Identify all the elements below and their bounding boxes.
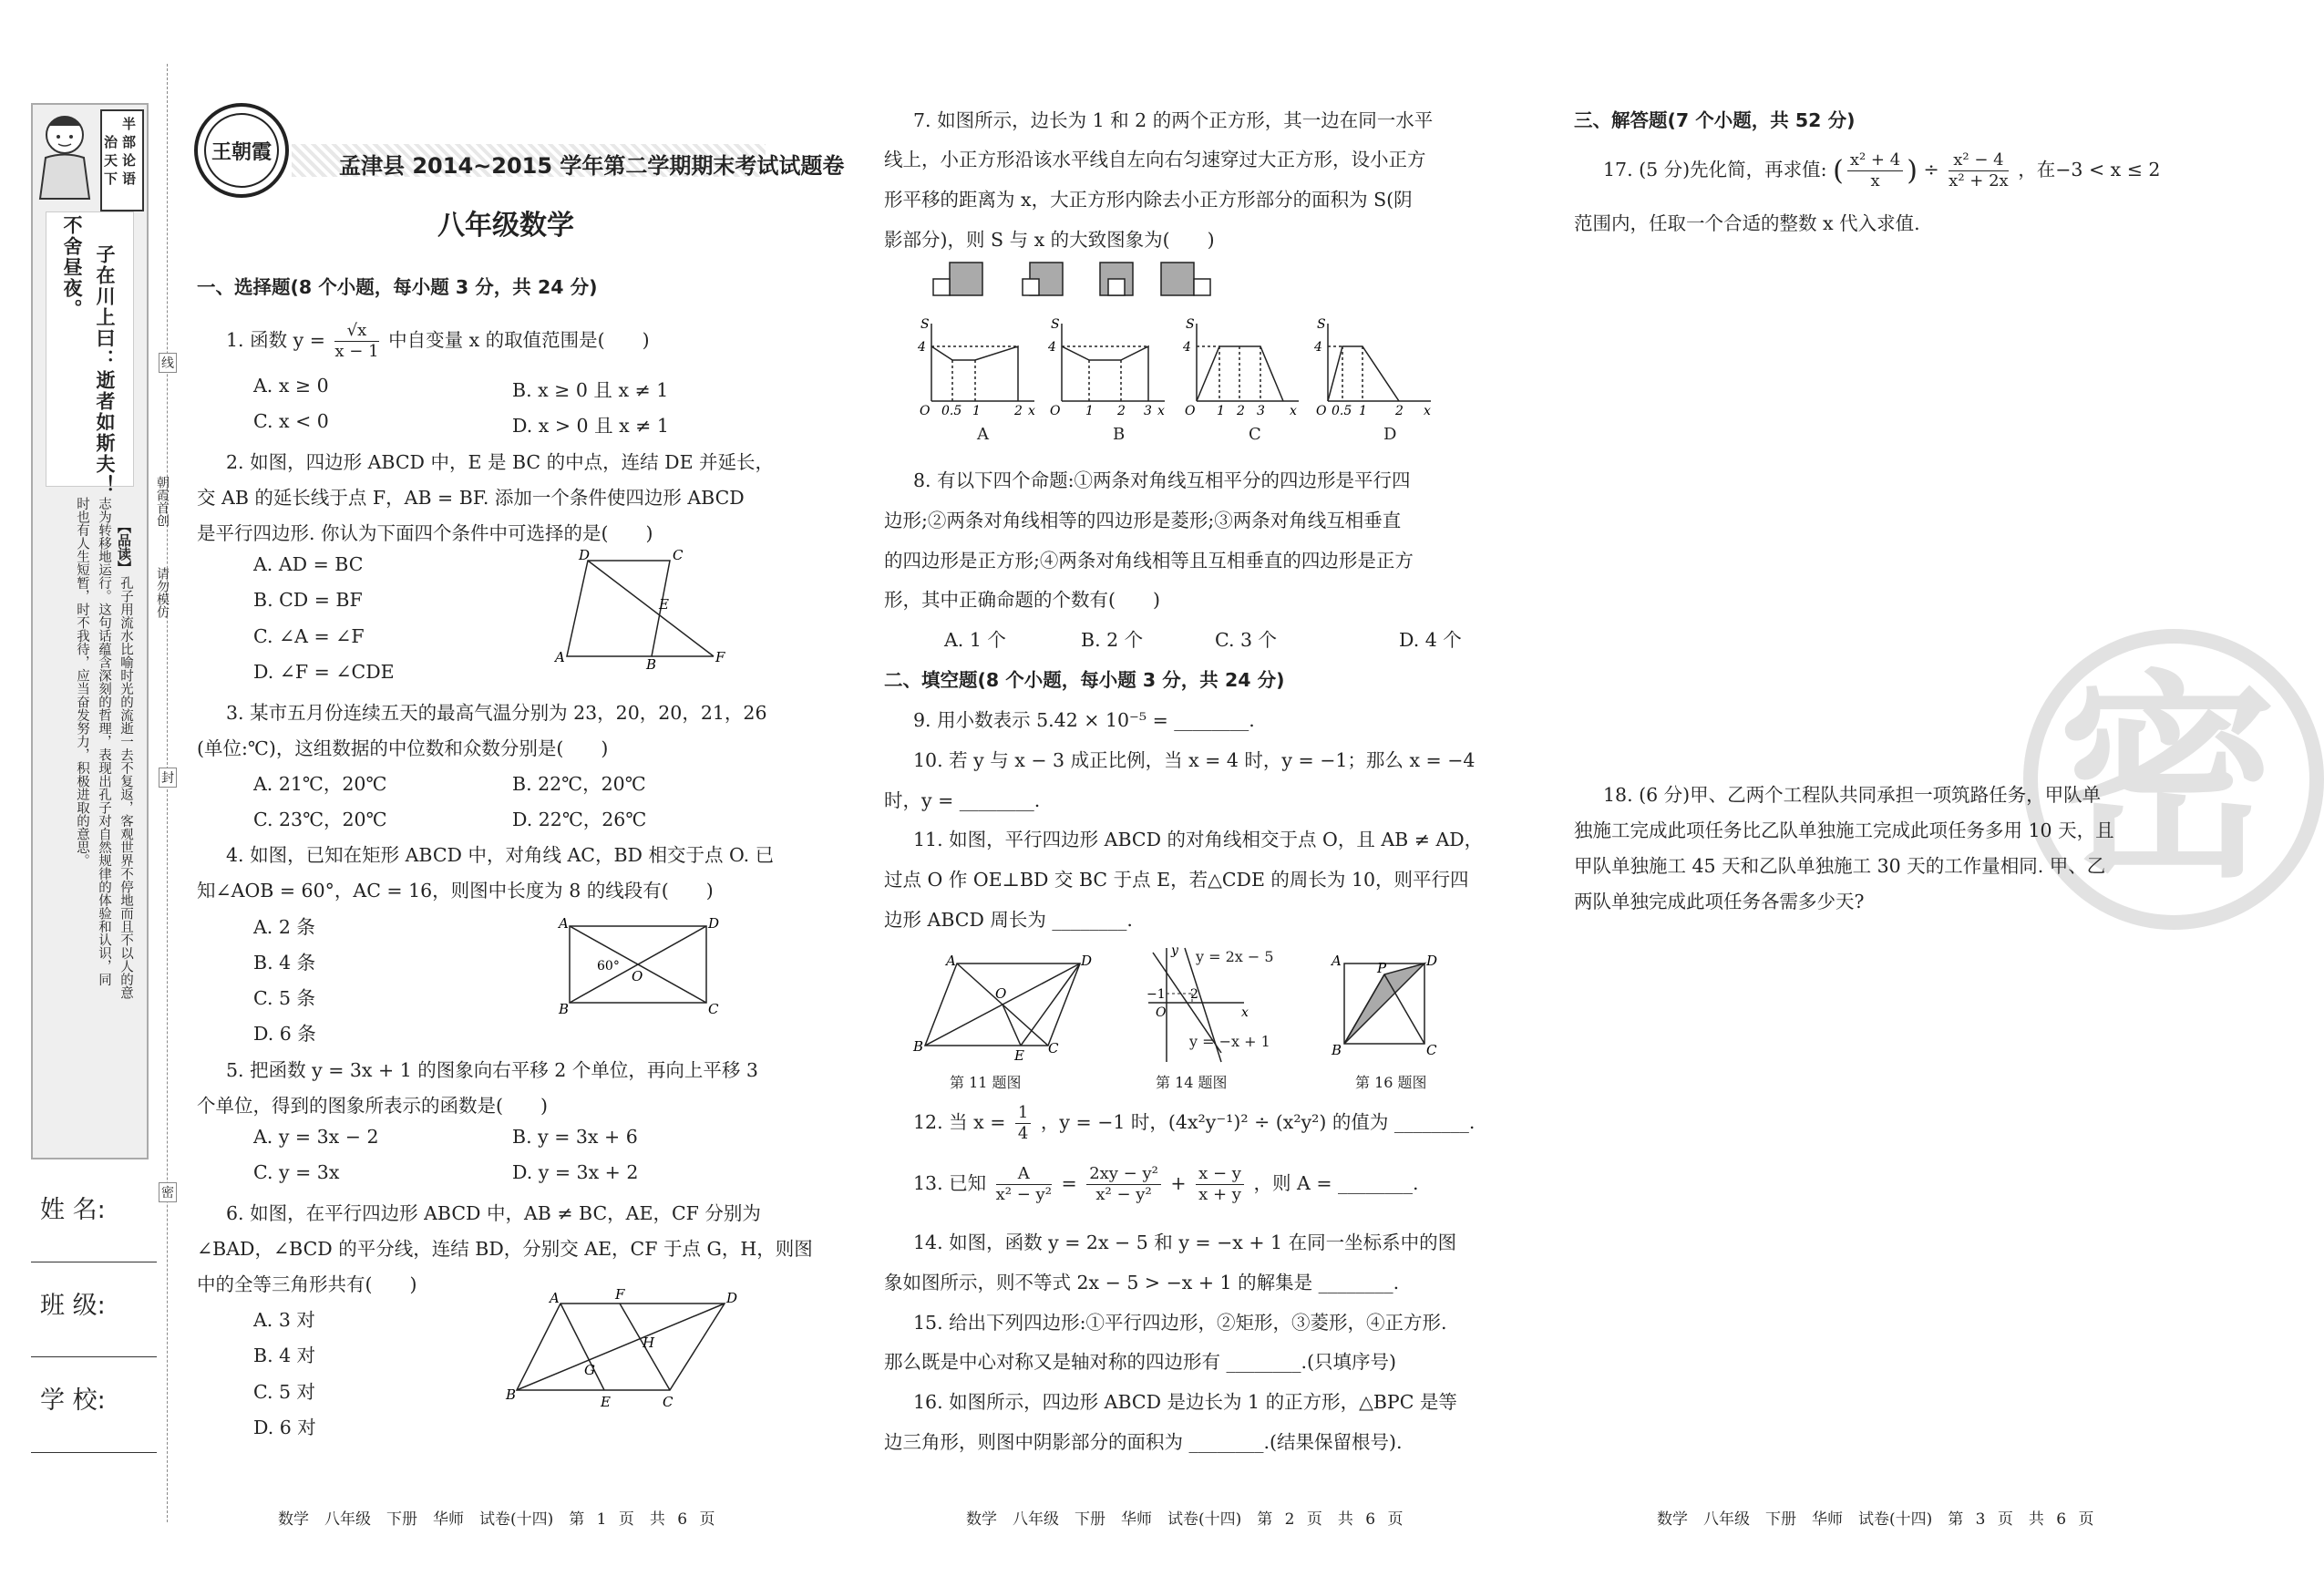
q8-option-d[interactable]: D. 4 个 bbox=[1399, 629, 1462, 651]
q7-label-c[interactable]: C bbox=[1249, 425, 1261, 444]
q1-num: √x bbox=[334, 321, 378, 342]
q15-line1: 15. 给出下列四边形:①平行四边形，②矩形，③菱形，④正方形. bbox=[913, 1312, 1447, 1334]
q17-pre: 17. (5 分)先化简，再求值: bbox=[1603, 159, 1827, 180]
q8-line1: 8. 有以下四个命题:①两条对角线互相平分的四边形是平行四 bbox=[913, 469, 1411, 491]
svg-text:B: B bbox=[1332, 1042, 1342, 1058]
svg-text:1: 1 bbox=[1085, 404, 1094, 418]
q13-frac-3 bbox=[1196, 1164, 1244, 1205]
q2-line1: 2. 如图，四边形 ABCD 中，E 是 BC 的中点，连结 DE 并延长， bbox=[226, 451, 775, 473]
q1-post: 中自变量 x 的取值范围是( ) bbox=[388, 329, 650, 351]
seal-char: 语 bbox=[122, 170, 137, 187]
q7-squares bbox=[922, 260, 1232, 301]
q3-option-d[interactable]: D. 22℃，26℃ bbox=[512, 809, 647, 830]
svg-text:D: D bbox=[726, 1290, 738, 1306]
svg-text:G: G bbox=[584, 1362, 595, 1378]
footer-page-1: 数学 八年级 下册 华师 试卷(十四) 第 1 页 共 6 页 bbox=[278, 1510, 715, 1529]
svg-text:B: B bbox=[506, 1386, 517, 1403]
svg-text:E: E bbox=[601, 1394, 611, 1410]
q18-line2: 独施工完成此项任务比乙队单独施工完成此项任务多用 10 天，且 bbox=[1574, 819, 2114, 841]
svg-text:3: 3 bbox=[1257, 404, 1265, 418]
subject-title: 八年级数学 bbox=[437, 210, 574, 242]
footer-page-2: 数学 八年级 下册 华师 试卷(十四) 第 2 页 共 6 页 bbox=[966, 1510, 1404, 1529]
q5-option-d[interactable]: D. y = 3x + 2 bbox=[512, 1161, 639, 1183]
q5-line1: 5. 把函数 y = 3x + 1 的图象向右平移 2 个单位，再向上平移 3 bbox=[226, 1059, 758, 1081]
svg-text:O: O bbox=[1185, 404, 1196, 418]
q1-option-c[interactable]: C. x < 0 bbox=[253, 410, 329, 432]
q14-line1: 14. 如图，函数 y = 2x − 5 和 y = −x + 1 在同一坐标系中的图 bbox=[913, 1231, 1457, 1253]
brand-note-2: 请勿模仿 bbox=[155, 567, 170, 618]
svg-text:−1: −1 bbox=[1147, 987, 1166, 1002]
q18-line4: 两队单独完成此项任务各需多少天? bbox=[1574, 891, 1865, 912]
q3-line1: 3. 某市五月份连续五天的最高气温分别为 23，20，20，21，26 bbox=[226, 702, 767, 724]
binding-mark: 密 bbox=[159, 1182, 177, 1202]
q7-graphs bbox=[907, 314, 1454, 419]
q13-pre: 13. 已知 bbox=[913, 1172, 987, 1194]
fig-16-caption: 第 16 题图 bbox=[1355, 1074, 1427, 1091]
q17-line2: 范围内，任取一个合适的整数 x 代入求值. bbox=[1574, 212, 1920, 234]
svg-text:D: D bbox=[579, 547, 591, 563]
svg-text:E: E bbox=[659, 596, 669, 613]
q2-option-c[interactable]: C. ∠A = ∠F bbox=[253, 625, 365, 647]
reading-text-1: 孔子用流水比喻时光的流逝一去不复返，客观世界不停地而且不以人的意 bbox=[118, 576, 133, 999]
q3-option-c[interactable]: C. 23℃，20℃ bbox=[253, 809, 387, 830]
fig-11 bbox=[911, 953, 1094, 1062]
svg-text:4: 4 bbox=[1314, 340, 1322, 355]
svg-text:C: C bbox=[708, 1001, 719, 1017]
reading-label: 【品读】 bbox=[116, 520, 132, 574]
q4-option-d[interactable]: D. 6 条 bbox=[253, 1023, 316, 1045]
q13-post: ，则 A = ________. bbox=[1253, 1172, 1419, 1194]
q17-div: ÷ bbox=[1923, 159, 1939, 180]
q4-figure bbox=[551, 912, 734, 1021]
q8-option-b[interactable]: B. 2 个 bbox=[1081, 629, 1144, 651]
q13-f1-den: x² − y² bbox=[995, 1185, 1052, 1204]
q17-post: ，在−3 < x ≤ 2 bbox=[2018, 159, 2161, 180]
section-solve: 三、解答题(7 个小题，共 52 分) bbox=[1574, 109, 1856, 131]
q13-f2-num: 2xy − y² bbox=[1086, 1164, 1161, 1185]
svg-text:S: S bbox=[1317, 317, 1326, 332]
svg-text:E: E bbox=[1014, 1047, 1024, 1064]
class-label: 班 级: bbox=[40, 1292, 106, 1320]
svg-text:4: 4 bbox=[1048, 340, 1056, 355]
svg-text:C: C bbox=[673, 547, 684, 563]
q6-line1: 6. 如图，在平行四边形 ABCD 中，AB ≠ BC，AE，CF 分别为 bbox=[226, 1202, 761, 1224]
reading-text-3: 时也有人生短暂，时不我待，应当奋发努力，积极进取的意思。 bbox=[75, 497, 89, 867]
q18-line1: 18. (6 分)甲、乙两个工程队共同承担一项筑路任务，甲队单 bbox=[1603, 784, 2102, 806]
svg-text:C: C bbox=[1048, 1040, 1059, 1056]
svg-text:A: A bbox=[555, 649, 565, 665]
q2-option-a[interactable]: A. AD = BC bbox=[253, 553, 364, 575]
brand-note-1: 朝霞首创 bbox=[155, 476, 170, 527]
q16-line2: 边三角形，则图中阴影部分的面积为 ________.(结果保留根号). bbox=[884, 1431, 1403, 1453]
svg-text:x: x bbox=[1424, 404, 1431, 418]
svg-text:F: F bbox=[715, 649, 725, 665]
q7-line3: 形平移的距离为 x，大正方形内除去小正方形部分的面积为 S(阴 bbox=[884, 189, 1413, 211]
seal-char: 治 bbox=[104, 134, 118, 150]
q13-frac-1 bbox=[996, 1164, 1052, 1205]
q5-option-c[interactable]: C. y = 3x bbox=[253, 1161, 340, 1183]
q2-option-b[interactable]: B. CD = BF bbox=[253, 589, 363, 611]
question-13 bbox=[913, 1164, 1419, 1205]
q1-option-b[interactable]: B. x ≥ 0 且 x ≠ 1 bbox=[512, 379, 669, 401]
q5-option-a[interactable]: A. y = 3x − 2 bbox=[253, 1126, 379, 1148]
q4-option-c[interactable]: C. 5 条 bbox=[253, 987, 316, 1009]
graph-c bbox=[1197, 324, 1299, 401]
q1-option-d[interactable]: D. x > 0 且 x ≠ 1 bbox=[512, 415, 669, 437]
q1-den: x − 1 bbox=[334, 342, 379, 361]
q5-line2: 个单位，得到的图象所表示的函数是( ) bbox=[197, 1095, 548, 1117]
question-9: 9. 用小数表示 5.42 × 10⁻⁵ = ________. bbox=[913, 709, 1255, 731]
graph-d bbox=[1328, 324, 1431, 401]
svg-text:S: S bbox=[1186, 317, 1195, 332]
q12-fraction bbox=[1015, 1103, 1031, 1144]
school-label: 学 校: bbox=[40, 1386, 106, 1415]
logo-text: 王朝霞 bbox=[211, 141, 272, 164]
svg-text:O: O bbox=[1316, 404, 1327, 418]
svg-text:C: C bbox=[1426, 1042, 1437, 1058]
fig-14-line2-label: y = −x + 1 bbox=[1189, 1033, 1270, 1050]
q11-line1: 11. 如图，平行四边形 ABCD 的对角线相交于点 O，且 AB ≠ AD， bbox=[913, 829, 1484, 850]
svg-text:B: B bbox=[559, 1001, 570, 1017]
question-17: 17. (5 分)先化简，再求值: ( $\frac{\text{x² + 4}}{x}$ ) ÷ $\frac{\text{x² − 4}}{\text{x² + 2x}}$ ，在−3 < x ≤ 2 bbox=[1603, 150, 2161, 191]
graph-b bbox=[1062, 324, 1165, 401]
svg-text:S: S bbox=[920, 317, 930, 332]
q11-line3: 边形 ABCD 周长为 ________. bbox=[884, 909, 1133, 931]
watermark-text: 密 bbox=[2058, 652, 2278, 907]
q4-option-a[interactable]: A. 2 条 bbox=[253, 916, 315, 938]
q6-option-c[interactable]: C. 5 对 bbox=[253, 1381, 316, 1403]
seal-char: 下 bbox=[104, 170, 118, 187]
svg-text:x: x bbox=[1028, 404, 1035, 418]
q12-pre: 12. 当 x = bbox=[913, 1111, 1006, 1133]
svg-text:3: 3 bbox=[1144, 404, 1152, 418]
quote-line1: 不舍昼夜。 bbox=[61, 215, 83, 320]
svg-text:O: O bbox=[1156, 1005, 1167, 1020]
svg-text:B: B bbox=[646, 656, 657, 673]
seal-box bbox=[100, 109, 144, 211]
fig-16 bbox=[1326, 953, 1463, 1062]
q3-line2: (单位:℃)，这组数据的中位数和众数分别是( ) bbox=[197, 737, 609, 759]
q7-line2: 线上，小正方形沿该水平线自左向右匀速穿过大正方形，设小正方 bbox=[884, 149, 1426, 170]
q13-eq: = bbox=[1061, 1172, 1077, 1194]
svg-text:2: 2 bbox=[1117, 404, 1126, 418]
q4-line1: 4. 如图，已知在矩形 ABCD 中，对角线 AC，BD 相交于点 O. 已 bbox=[226, 844, 775, 866]
q6-line2: ∠BAD，∠BCD 的平分线，连结 BD，分别交 AE，CF 于点 G，H，则图 bbox=[197, 1238, 813, 1260]
q13-plus: + bbox=[1170, 1172, 1187, 1194]
svg-text:P: P bbox=[1377, 960, 1387, 976]
svg-text:O: O bbox=[995, 985, 1007, 1002]
svg-text:A: A bbox=[946, 953, 956, 969]
binding-mark: 封 bbox=[159, 768, 177, 788]
svg-text:O: O bbox=[920, 404, 931, 418]
q17-f1-den: x bbox=[1870, 171, 1880, 191]
q12-den: 4 bbox=[1017, 1124, 1029, 1143]
q14-line2: 象如图所示，则不等式 2x − 5 > −x + 1 的解集是 ________. bbox=[884, 1272, 1400, 1293]
q7-line4: 影部分)，则 S 与 x 的大致图象为( ) bbox=[884, 229, 1215, 251]
svg-text:A: A bbox=[550, 1290, 560, 1306]
svg-text:4: 4 bbox=[1183, 340, 1191, 355]
svg-text:F: F bbox=[615, 1286, 625, 1303]
q13-f2-den: x² − y² bbox=[1095, 1185, 1152, 1204]
q10-line2: 时，y = ________. bbox=[884, 789, 1041, 811]
svg-text:x: x bbox=[1241, 1005, 1249, 1020]
class-field[interactable] bbox=[31, 1356, 157, 1357]
svg-text:4: 4 bbox=[918, 340, 926, 355]
q13-f3-num: x − y bbox=[1196, 1164, 1244, 1185]
q7-line1: 7. 如图所示，边长为 1 和 2 的两个正方形，其一边在同一水平 bbox=[913, 109, 1434, 131]
binding-mark: 线 bbox=[159, 353, 177, 373]
q11-line2: 过点 O 作 OE⊥BD 交 BC 于点 E，若△CDE 的周长为 10，则平行四 bbox=[884, 869, 1469, 891]
q17-f1-num: x² + 4 bbox=[1847, 150, 1903, 171]
svg-text:A: A bbox=[559, 915, 569, 932]
q7-label-b[interactable]: B bbox=[1113, 425, 1126, 444]
footer-page-3: 数学 八年级 下册 华师 试卷(十四) 第 3 页 共 6 页 bbox=[1657, 1510, 2094, 1529]
q13-f3-den: x + y bbox=[1198, 1185, 1241, 1204]
svg-text:D: D bbox=[1426, 953, 1438, 969]
q13-frac-2 bbox=[1086, 1164, 1161, 1205]
school-field[interactable] bbox=[31, 1452, 157, 1453]
svg-text:S: S bbox=[1051, 317, 1060, 332]
q2-option-d[interactable]: D. ∠F = ∠CDE bbox=[253, 661, 395, 683]
svg-text:y: y bbox=[1171, 943, 1178, 958]
q1-option-a[interactable]: A. x ≥ 0 bbox=[253, 375, 329, 397]
svg-text:O: O bbox=[1050, 404, 1061, 418]
q18-line3: 甲队单独施工 45 天和乙队单独施工 30 天的工作量相同. 甲、乙 bbox=[1574, 855, 2106, 877]
svg-text:B: B bbox=[913, 1038, 924, 1055]
svg-text:A: A bbox=[1332, 953, 1342, 969]
q6-option-d[interactable]: D. 6 对 bbox=[253, 1417, 316, 1438]
q2-line3: 是平行四边形. 你认为下面四个条件中可选择的是( ) bbox=[197, 522, 653, 544]
svg-text:D: D bbox=[1081, 953, 1093, 969]
section-fill: 二、填空题(8 个小题，每小题 3 分，共 24 分) bbox=[884, 669, 1285, 691]
graph-a bbox=[931, 324, 1034, 401]
question-1 bbox=[226, 321, 650, 362]
q10-line1: 10. 若 y 与 x − 3 成正比例，当 x = 4 时，y = −1；那么 x = −4 bbox=[913, 749, 1476, 771]
exam-title: 孟津县 2014~2015 学年第二学期期末考试试题卷 bbox=[339, 153, 845, 179]
logo bbox=[191, 100, 292, 201]
q12-num: 1 bbox=[1015, 1103, 1031, 1124]
fig-11-caption: 第 11 题图 bbox=[950, 1074, 1022, 1091]
q6-line3: 中的全等三角形共有( ) bbox=[197, 1273, 417, 1295]
fig-14-caption: 第 14 题图 bbox=[1156, 1074, 1228, 1091]
q8-option-a[interactable]: A. 1 个 bbox=[944, 629, 1006, 651]
svg-text:0.5: 0.5 bbox=[1332, 404, 1352, 418]
q3-option-a[interactable]: A. 21℃，20℃ bbox=[253, 773, 387, 795]
svg-text:H: H bbox=[643, 1335, 655, 1351]
binding-line bbox=[167, 64, 168, 1522]
q8-line2: 边形;②两条对角线相等的四边形是菱形;③两条对角线互相垂直 bbox=[884, 510, 1402, 531]
q7-label-d[interactable]: D bbox=[1383, 425, 1397, 444]
svg-text:D: D bbox=[708, 915, 720, 932]
q17-frac-1 bbox=[1847, 150, 1903, 191]
q17-f2-den: x² + 2x bbox=[1949, 171, 2009, 191]
q6-option-a[interactable]: A. 3 对 bbox=[253, 1309, 315, 1331]
seal-char: 部 bbox=[122, 134, 137, 150]
svg-text:2: 2 bbox=[1395, 404, 1404, 418]
q2-figure bbox=[551, 547, 734, 673]
svg-text:C: C bbox=[663, 1394, 674, 1410]
svg-text:x: x bbox=[1290, 404, 1297, 418]
q5-option-b[interactable]: B. y = 3x + 6 bbox=[512, 1126, 638, 1148]
q16-line1: 16. 如图所示，四边形 ABCD 是边长为 1 的正方形，△BPC 是等 bbox=[913, 1391, 1457, 1413]
q8-line3: 的四边形是正方形;④两条对角线相等且互相垂直的四边形是正方 bbox=[884, 550, 1414, 572]
svg-text:60°: 60° bbox=[597, 959, 620, 974]
q1-pre: 1. 函数 y = bbox=[226, 329, 325, 351]
question-12 bbox=[913, 1103, 1475, 1144]
q7-label-a[interactable]: A bbox=[977, 425, 989, 444]
svg-text:x: x bbox=[1157, 404, 1165, 418]
q4-line2: 知∠AOB = 60°，AC = 16，则图中长度为 8 的线段有( ) bbox=[197, 880, 714, 902]
svg-text:1: 1 bbox=[1217, 404, 1225, 418]
svg-text:1: 1 bbox=[1359, 404, 1367, 418]
svg-text:2: 2 bbox=[1190, 987, 1198, 1002]
seal-char: 天 bbox=[104, 152, 118, 169]
svg-text:1: 1 bbox=[972, 404, 981, 418]
quote-line2: 子在川上曰：逝者如斯夫！ bbox=[94, 244, 116, 496]
svg-text:2: 2 bbox=[1014, 404, 1023, 418]
q6-figure bbox=[506, 1281, 738, 1413]
svg-text:0.5: 0.5 bbox=[941, 404, 962, 418]
q17-f2-num: x² − 4 bbox=[1949, 150, 2009, 171]
section-choice: 一、选择题(8 个小题，每小题 3 分，共 24 分) bbox=[197, 276, 598, 298]
q1-fraction bbox=[334, 321, 378, 362]
name-label: 姓 名: bbox=[40, 1196, 106, 1224]
q3-option-b[interactable]: B. 22℃，20℃ bbox=[512, 773, 646, 795]
svg-text:O: O bbox=[632, 968, 643, 984]
q17-frac-2 bbox=[1949, 150, 2009, 191]
q13-f1-num: A bbox=[996, 1164, 1052, 1185]
reading-text-2: 志为转移地运行。这句话蕴含深刻的哲理，表现出孔子对自然规律的体验和认识，同 bbox=[97, 497, 111, 986]
seal-char: 论 bbox=[122, 152, 137, 169]
q12-post: ，y = −1 时，(4x²y⁻¹)² ÷ (x²y²) 的值为 ________. bbox=[1040, 1111, 1476, 1133]
character-illustration bbox=[35, 108, 98, 208]
q8-option-c[interactable]: C. 3 个 bbox=[1215, 629, 1278, 651]
q2-line2: 交 AB 的延长线于点 F，AB = BF. 添加一个条件使四边形 ABCD bbox=[197, 487, 745, 509]
q4-option-b[interactable]: B. 4 条 bbox=[253, 952, 316, 974]
fig-14-line1-label: y = 2x − 5 bbox=[1196, 948, 1274, 965]
q15-line2: 那么既是中心对称又是轴对称的四边形有 ________.(只填序号) bbox=[884, 1351, 1397, 1373]
q6-option-b[interactable]: B. 4 对 bbox=[253, 1345, 316, 1366]
seal-char: 半 bbox=[122, 116, 137, 132]
svg-text:2: 2 bbox=[1237, 404, 1245, 418]
q8-line4: 形，其中正确命题的个数有( ) bbox=[884, 589, 1160, 611]
